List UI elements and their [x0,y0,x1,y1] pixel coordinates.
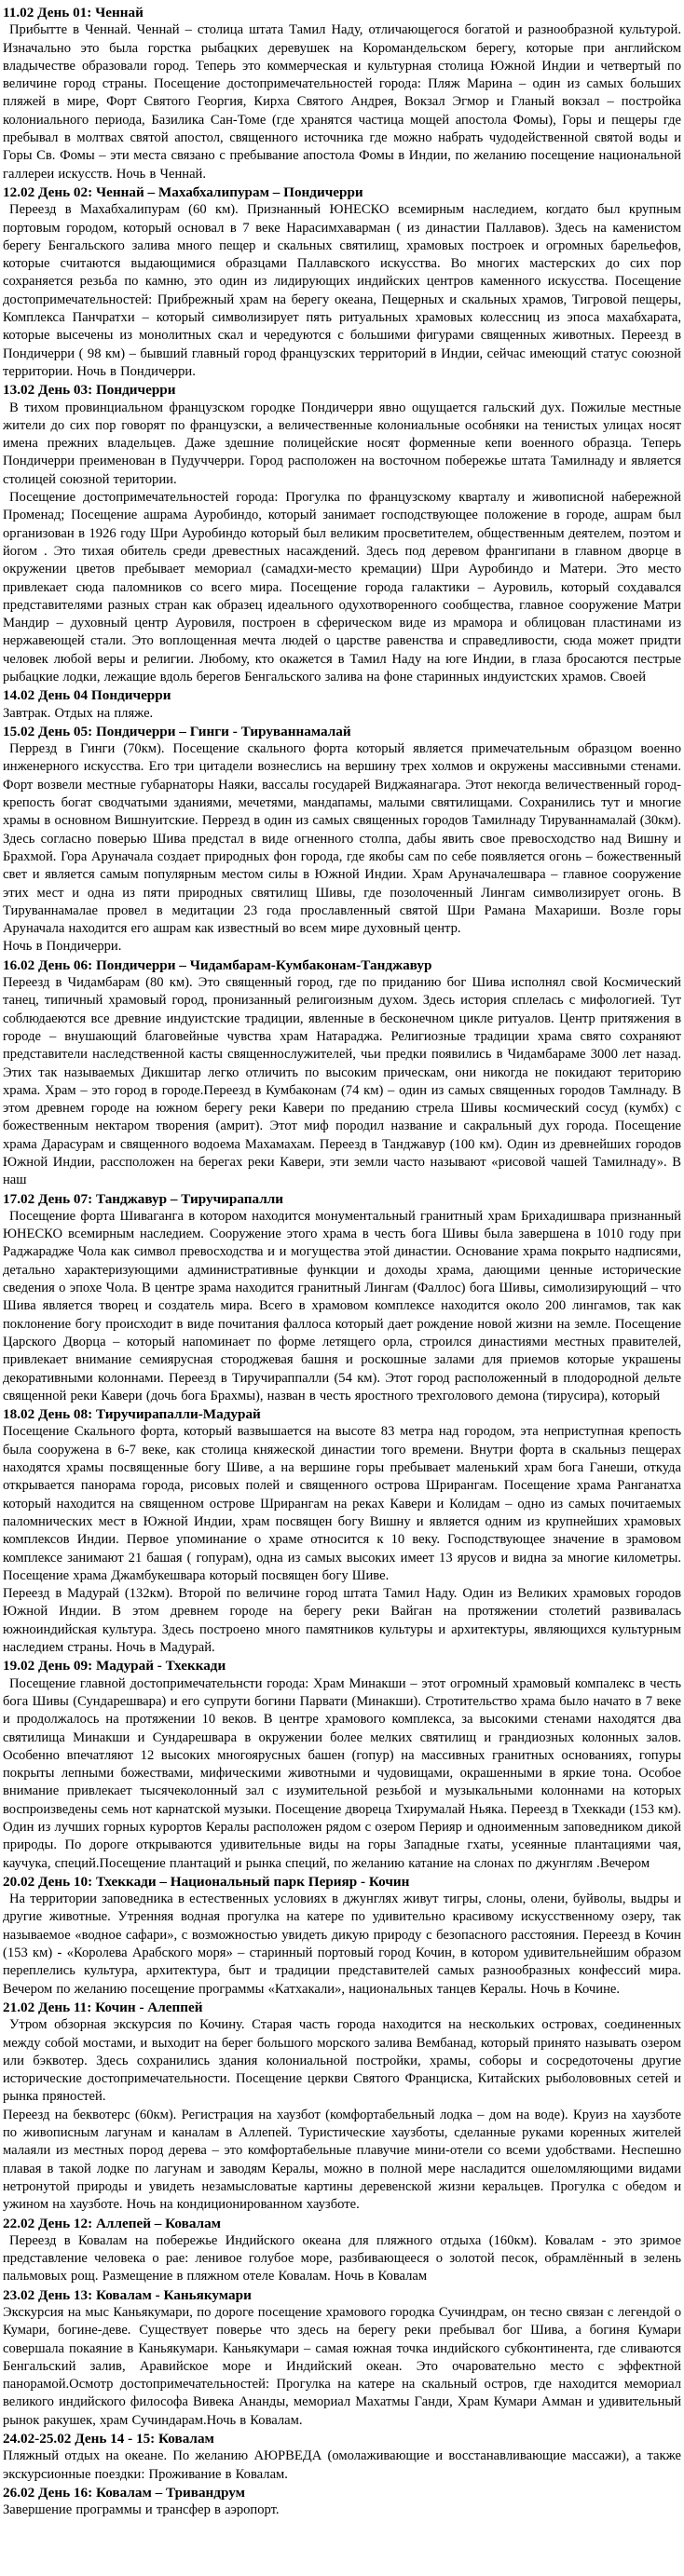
day-paragraph: Перрезд в Гинги (70км). Посещение скального форта который является примечательным образцом военно инженерного искусства. Его три цитадели вознеслись на вершину трех холмов и окружены массивными стенами. Форт возвели местные губарнаторы Наяки, вассалы государей Виджаянагара. Этот некогда величественный город-крепость богат сводчатыми зданиями, мечетями, мандапамы, малыми святилищами. Сохранились тут и многие храмы в основном Вишнуитские. Перрезд в один из самых священных городов Тамилнаду Тируваннамалай (30км). Здесь согласно поверью Шива предстал в виде огненного столпа, дабы явить свое превосходство над Вишну и Брахмой. Гора Аруначала создает природных фон города, где якобы сам по себе появляется огонь – божественный свет и является самым популярным местом силы в Южной Индии. Храм Аруначалешвара – главное сооружение этих мест и одна из пяти природных святилищ Шивы, где позолоченный Лингам символизирует огонь. В Тируваннамалае провел в медитации 23 года прославленный святой Шри Рамана Махариши. Возле горы Аруначала находится его ашрам как известный во всем мире духовный центр. [3,741,681,937]
day-entry [3,2286,681,2430]
day-entry [3,1405,681,1657]
day-heading: 19.02 День 09: Мадурай - Тхеккади [3,1658,226,1674]
day-paragraph: Посещение форта Шиваганга в котором находится монументальный гранитный храм Брихадишвара признанный ЮНЕСКО всемирным наследием. Сооружение этого храма в честь бога Шивы была завершена в 1010 году при Раджарадже Чола как символ превосходства и и могущества этой династии. Основание храма покрыто надписями, детально характеризующими административные функции и доходы храма, дающими ценные исторические сведения о эпохе Чола. В центре зрама находится гранитный Лингам (Фаллос) бога Шивы, симолизирующий – что Шива является творец и создатель мира. Всего в храмовом комплексе находится около 200 лингамов, так как поклонение богу происходит в виде почитания фаллоса который дает рождение новой жизни на земле. Посещение Царского Дворца – который напоминает по форме летящего орла, строился династиями местных правителей, привлекает внимание семиярусная стороджевая башня и роскошные залами для приемов которые украшены декоративными колоннами. Переезд в Тиручираппалли (54 км). Этот город расположенный в плодородной дельте священной реки Кавери (дочь бога Брахмы), назван в честь яростного трехголового демона (тирусира), который [3,1208,681,1403]
day-entry [3,2215,681,2286]
day-heading: 22.02 День 12: Аллепей – Ковалам [3,2215,222,2231]
day-paragraph: Посещение главной достопримечательнсти города: Храм Минакши – этот огромный храмовый компалекс в честь бога Шивы (Сундарешвара) и его супрути богини Парвати (Минакши). Стротительство храма было начато в 7 веке и продолжалось на протяжении 10 веков. В центре храмового комплекса, за высокими стенами находятся два святилища Минакши и Сундарешвара в окружении более мелких святилищ и грандиозных колонных залов. Особенно впечатляют 12 высоких многоярусных башен (гопур) на массивных гранитных основаниях, гопуры покрыты лепными божествами, мифическими животными и чудовищами, окрашенными в яркие тона. Особое внимание привлекает тысячеколонный зал с изумительной резьбой и музыкальными колоннами на которых воспроизведены семь нот карнатской музыки. Посещение двореца Тхирумалай Ньяка. Переезд в Тхеккади (153 км). Один из лучших горных курортов Кералы расположен рядом с озером Перияр и одноименным заповедником дикой природы. По дороге открываются удивительные виды на горы Западные гхаты, усеянные плантациями чая, каучука, специй.Посещение плантаций и рынка специй, по желанию катание на слонах по джунглям .Вечером [3,1675,682,1871]
day-entry [3,956,681,1190]
day-paragraph: Переезд в Чидамбарам (80 км). Это священный город, где по приданию бог Шива исполнял свой Космический танец, типичный храмовый город, пронизанный религоизным духом. Здесь история сплелась с мифологией. Тут соблюдаеются все древние индуистские традиции, явленные в бесконечном цикле ритуалов. Центр притяжения в городе – внушающий благовейные чувства храм Натараджа. Религиозные традиции храма свято сохраняют представители наследственной касты священнослужителей, чьи предки появились в Чидамбараме 3000 лет назад. Этих так называемых Дикшитар легко отличить по высоким прическам, они никогда не покидают територию храма. Храм – это город в городе.Переезд в Кумбаконам (74 км) – один из самых священных городов Тамлнаду. В этом древнем городе на южном берегу реки Кавери по преданию стрела Шивы космический сосуд (кумбх) с божественным нектаром творения (амрит). Этот миф породил название и сакральный дух города. Посещение храма Дарасурам и священного водоема Махамахам. Переезд в Танджавур (100 км). Один из древнейших городов Южной Индии, рассположен на берегах реки Кавери, эти земли часто называют «рисовой чашей Тамилнаду». В наш [3,975,681,1188]
itinerary-document [3,4,681,2520]
day-paragraph: Посещение Скального форта, который вазвышается на высоте 83 метра над городом, эта неприступная крепость была сооружена в 6-7 веке, как столица княжеской династии того времени. Внутри форта в скальныз пещерах находятся храмы посвященные богу Шиве, а на вершине горы пребывает маленький храм бога Ганеши, откуда открывается панорама города, рисовых полей и священного острова Шрирангам. Посещение храма Ранганатха который находится на священном острове Шрирангам на реках Кавери и Колидам – одно из самых почитаемых паломнических мест в Южной Индии, храм посвящен богу Вишну и является одним из крупнейших храмовых комплексов Индии. Первое упоминание о храме относится к 10 веку. Господствующее значение в зрамовом комплексе занимают 21 башая ( гопурам), одна из самых высоких имеет 13 ярусов и видна за многие километры. Посещение храма Джамбукешвара который посвящен богу Шиве. [3,1424,681,1583]
day-entry [3,723,681,956]
day-heading: 12.02 День 02: Ченнай – Махабхалипурам – Пондичерри [3,183,363,200]
day-heading: 13.02 День 03: Пондичерри [3,382,176,399]
day-heading: 18.02 День 08: Тиручирапалли-Мадурай [3,1406,261,1423]
day-entry [3,381,681,686]
day-entry [3,2484,681,2520]
day-heading: 14.02 День 04 Пондичерри [3,687,171,704]
day-heading: 17.02 День 07: Танджавур – Тиручирапалли [3,1190,284,1207]
day-heading: 21.02 День 11: Кочин - Алеппей [3,1999,203,2015]
day-heading: 26.02 День 16: Ковалам – Тривандрум [3,2484,245,2501]
day-entry [3,183,681,381]
day-heading: 11.02 День 01: Ченнай [3,5,144,20]
day-heading: 23.02 День 13: Ковалам - Каньякумари [3,2286,252,2303]
day-entry [3,1999,681,2215]
day-paragraph: Переезд на беквотерс (60км). Регистрация на хаузбот (комфортабельный лодка – дом на воде). Круиз на хаузботе по живописным лагунам и каналам в Аллепей. Туристические хаузботы, сделанные руками коренных жителей малаяли из местных пород дерева – это комфортабельные плавучие мини-отели со всеми удобствами. Неспешно плавая в такой лодке по лагунам и заводям Кералы, можно в полной мере насладится ошеломляющими видами нетронутой природы и увидеть незамысловатые картины деревенской жизни керальцев. Прогулка с обедом и ужином на хаузботе. Ночь на кондиционированном хаузботе. [3,2107,681,2213]
day-paragraph: Переезд в Мадурай (132км). Второй по величине город штата Тамил Наду. Один из Великих храмовых городов Южной Индии. В этом древнем городе на берегу реки Вайган на протяжении столетий развивалась южноиндийская культура. Здесь построено много памятников культуры и архитектуры, являющихся культурным наследием страны. Ночь в Мадурай. [3,1586,681,1656]
day-paragraph: Прибытте в Ченнай. Ченнай – столица штата Тамил Наду, отличающегося богатой и разнообразной культурой. Изначально это была горстка рыбацких деревушек на Коромандельском берегу, которые при английском владычестве образовали город. Теперь это коммерческая и культурная столица Южной Индии и четвертый по величине город страны. Посещение достопримечательностей города: Пляж Марина – один из самых больших пляжей в мире, Форт Святого Георгия, Кирха Святого Андрея, Вокзал Эгмор и Гланый вокзал – постройка колониального периода, Базилика Сан-Томе (где хранятся частица мощей апостола Фомы), Горы и пещеры где пребывал в молтвах святой апостол, священного источника где можно набрать чудодейственной святой воды и Горы Св. Фомы – эти места связано с пребывание апостола Фомы в Индии, по желанию посещение национальной галлереи искусств. Ночь в Ченнай. [3,22,681,182]
day-paragraph: На территории заповедника в естественных условиях в джунглях живут тигры, слоны, олени, буйволы, выдры и другие животные. Утренняя водная прогулка на катере по удивительно красивому искусственному озеру, так называемое «водное сафари», с возможностью увидеть дикую природу с безопасного расстояния. Переезд в Кочин (153 км) - «Королева Арабского моря» – старинный портовый город Кочин, в котором удивительнейшим образом переплелись культура, архитектура, быт и традиции представителей самых разнообразных конфессий мира. Вечером по желанию посещение программы «Катхакали», национальных танцев Кералы. Ночь в Кочине. [3,1891,681,1997]
day-paragraph: Посещение достопримечательностей города: Прогулка по французскому кварталу и живописной набережной Променад; Посещение ашрама Ауробиндо, который занимает господствующее положение в городе, ашрам был организован в 1926 году Шри Ауробиндо который был великим просветителем, общественным деятелем, поэтом и йогом . Это тихая обитель среди древестных насаждений. Здесь под деревом франгипани в главном дворце в окружении цветов пребывает мемориал (самадхи-место кремации) Шри Ауробиндо и Матери. Это место привлекает сюда паломников со всего мира. Посещение города галактики – Ауровиль, который сохдавался представителями разных стран как образец идеального одухотворенного сообщества, главное сооружение Матри Мандир – духовный центр Ауровиля, построен в сферическом виде из мрамора и облицован пластинами из нержавеющей стали. Это воплощенная мечта людей о царстве равенства и справедливости, сюда может придти человек любой веры и религии. Любому, кто окажется в Тамил Наду на юге Индии, в глаза бросаются пестрые рыбацкие лодки, лежащие вдоль берегов Бенгальского залива на фоне старинных индуистских храмов. Своей [3,490,681,685]
day-entry [3,686,681,723]
day-paragraph: Ночь в Пондичерри. [3,939,122,955]
day-heading: 24.02-25.02 День 14 - 15: Ковалам [3,2431,214,2447]
day-heading: 16.02 День 06: Пондичерри – Чидамбарам-Кумбаконам-Танджавур [3,956,432,973]
day-paragraph: Переезд в Ковалам на побережье Индийского океана для пляжного отдыха (160км). Ковалам - это зримое представление человека о рае: ленивое голубое море, разбивающееся о золотой песок, обрамлённый в зелень пальмовых рощ. Размещение в пляжном отеле Ковалам. Ночь в Ковалам [3,2232,681,2285]
day-entry [3,1657,681,1873]
day-paragraph: Завершение программы и трансфер в аэропорт. [3,2502,280,2518]
day-paragraph: Экскурсия на мыс Каньякумари, по дороге посещение храмового городка Сучиндрам, он тесно связан с легендой о Кумари, богине-деве. Существует поверье что здесь на берегу реки пребывал бог Шива, а богиня Кумари совершала покаяние в Каньякумари. Каньякумари – самая южная точка индийского субконтинента, где сливаются Бенгальский залив, Аравийское море и Индийский океан. Это очаровательно место с эффектной панорамой.Осмотр достопримечательностей: Прогулка на катере на скальный остров, где находится мемориал великого индийского философа Вивека Ананды, мемориал Махатмы Ганди, Храм Кумари Амман и удивительный рынок ракушек, храм Сучиндарам.Ночь в Ковалам. [3,2305,681,2428]
day-paragraph: Пляжный отдых на океане. По желанию АЮРВЕДА (омолаживающие и восстанавливающие массажи), а также экскурсионные поездки: Проживание в Ковалам. [3,2448,681,2482]
day-paragraph: В тихом провинциальном французском городке Пондичерри явно ощущается гальский дух. Пожилые местные жители до сих пор говорят по французски, а величественные колониальные особняки на тенистых улицах носят имена прежних владельцев. Даже здешние полицейские носят форменные кепи военного образца. Теперь Пондичерри преименован в Пудуччерри. Город расположен на восточном побережье штата Тамилнаду и является столицей союзной територии. [3,400,681,487]
day-heading: 15.02 День 05: Пондичерри – Гинги - Тируваннамалай [3,723,351,739]
day-heading: 20.02 День 10: Тхеккади – Национальный парк Перияр - Кочин [3,1873,410,1890]
day-paragraph: Переезд в Махабхалипурам (60 км). Признанный ЮНЕСКО всемирным наследием, когдато был крупным портовым городом, который основал в 7 веке Нарасимхаварман ( из династии Паллавов). Здесь на каменистом берегу Бенгальского залива много пещер и скальных святилищ, храмовых построек и огромных барельефов, которые считаются выдающимися образцами Паллавского искусства. Во многих мастерских до сих пор сохраняется резьба по камню, это один из лидирующих индийских центров каменного искусства. Посещение достопримечательностей: Прибрежный храм на берегу океана, Пещерных и скальных храмов, Тигровой пещеры, Комплекса Панчратхи – который символизирует пять ритуальных храмовых колессниц из эпоса махабхарата, которые высечены из монолитных скал и чередуются с большими фигурами священных животных. Переезд в Пондичерри ( 98 км) – бывший главный город французских территорий в Индии, сейчас имеющий статус союзной территории. Ночь в Пондичерри. [3,202,681,379]
day-entry [3,1190,681,1406]
day-paragraph: Утром обзорная экскурсия по Кочину. Старая часть города находится на нескольких островах, соединенных между собой мостами, и выходит на берег большого морского залива Вембанад, который принято называть озером или бэквотер. Здесь сохранились здания колониальной постройки, храмы, соборы и сосредоточены другие исторические достопримечательности. Посещение церкви Святого Франциска, Китайских рыболововных сетей и рынка пряностей. [3,2017,681,2105]
day-entry [3,1873,681,1999]
day-paragraph: Завтрак. Отдых на пляже. [3,705,154,721]
day-entry [3,2430,681,2484]
day-entry [3,4,681,183]
